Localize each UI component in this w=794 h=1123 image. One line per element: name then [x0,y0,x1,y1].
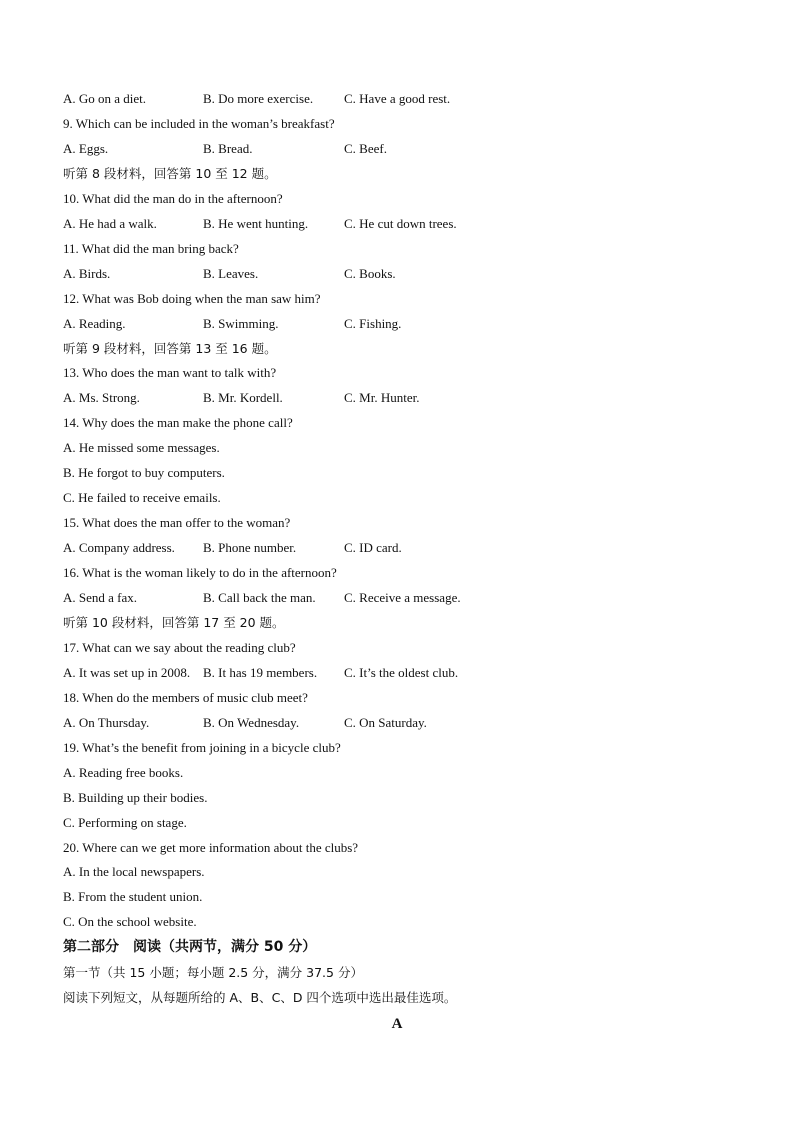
question-stem: 13. Who does the man want to talk with? [63,365,277,381]
option-a: A. It was set up in 2008. [63,664,191,680]
reading-instruction: 阅读下列短文，从每题所给的 A、B、C、D 四个选项中选出最佳选项。 [63,990,457,1005]
option-line: A. In the local newspapers. [63,864,205,880]
question-stem: 18. When do the members of music club meet? [63,689,308,705]
question-stem: 20. Where can we get more information about the clubs? [63,839,359,855]
option-b: B. Mr. Kordell. [203,390,283,406]
option-c: C. ID card. [344,540,402,556]
question-stem: 10. What did the man do in the afternoon? [63,190,283,206]
option-b: B. It has 19 members. [203,664,318,680]
option-a: A. He had a walk. [63,215,157,231]
option-a: A. Go on a diet. [63,91,147,106]
question-stem: 19. What’s the benefit from joining in a bicycle club? [63,739,341,755]
option-line: C. He failed to receive emails. [63,490,221,506]
option-c: C. It’s the oldest club. [344,664,459,680]
option-c: C. Fishing. [344,315,402,331]
question-stem: 16. What is the woman likely to do in the afternoon? [63,565,337,581]
question-stem: 15. What does the man offer to the woman? [63,515,291,531]
option-a: A. Company address. [63,540,175,556]
option-c: C. Mr. Hunter. [344,390,420,406]
option-line: A. Reading free books. [63,764,184,780]
option-line: B. Building up their bodies. [63,789,208,805]
option-b: B. Leaves. [203,265,259,281]
option-a: A. Reading. [63,315,126,331]
option-c: C. Have a good rest. [344,91,451,106]
option-a: A. On Thursday. [63,714,150,730]
option-b: B. On Wednesday. [203,714,300,730]
option-b: B. Bread. [203,140,253,156]
option-b: B. Do more exercise. [203,91,314,106]
listening-instruction: 听第 9 段材料，回答第 13 至 16 题。 [63,340,277,356]
option-line: C. On the school website. [63,914,197,930]
option-a: A. Send a fax. [63,590,138,605]
part-two-title: 第二部分 阅读（共两节，满分 50 分） [63,939,317,955]
option-line: C. Performing on stage. [63,814,187,830]
listening-instruction: 听第 8 段材料，回答第 10 至 12 题。 [63,165,277,181]
question-stem: 11. What did the man bring back? [63,240,239,256]
option-c: C. Beef. [344,140,387,156]
option-b: B. Swimming. [203,315,279,331]
option-line: A. He missed some messages. [63,440,220,456]
option-line: B. He forgot to buy computers. [63,465,225,481]
option-line: B. From the student union. [63,889,203,905]
question-stem: 17. What can we say about the reading club? [63,639,296,655]
option-a: A. Ms. Strong. [63,390,140,406]
section-one-info: 第一节（共 15 小题；每小题 2.5 分，满分 37.5 分） [63,965,363,980]
option-b: B. Phone number. [203,540,297,556]
question-stem: 14. Why does the man make the phone call? [63,415,293,431]
option-c: C. Books. [344,265,396,281]
option-a: A. Birds. [63,265,111,281]
question-stem: 9. Which can be included in the woman’s breakfast? [63,115,335,131]
passage-label: A [391,1016,403,1032]
listening-instruction: 听第 10 段材料，回答第 17 至 20 题。 [63,614,285,630]
question-stem: 12. What was Bob doing when the man saw him? [63,290,321,306]
option-a: A. Eggs. [63,140,109,156]
option-b: B. Call back the man. [203,590,316,605]
option-c: C. Receive a message. [344,590,461,605]
option-c: C. He cut down trees. [344,215,457,231]
option-b: B. He went hunting. [203,215,309,231]
option-c: C. On Saturday. [344,714,427,730]
